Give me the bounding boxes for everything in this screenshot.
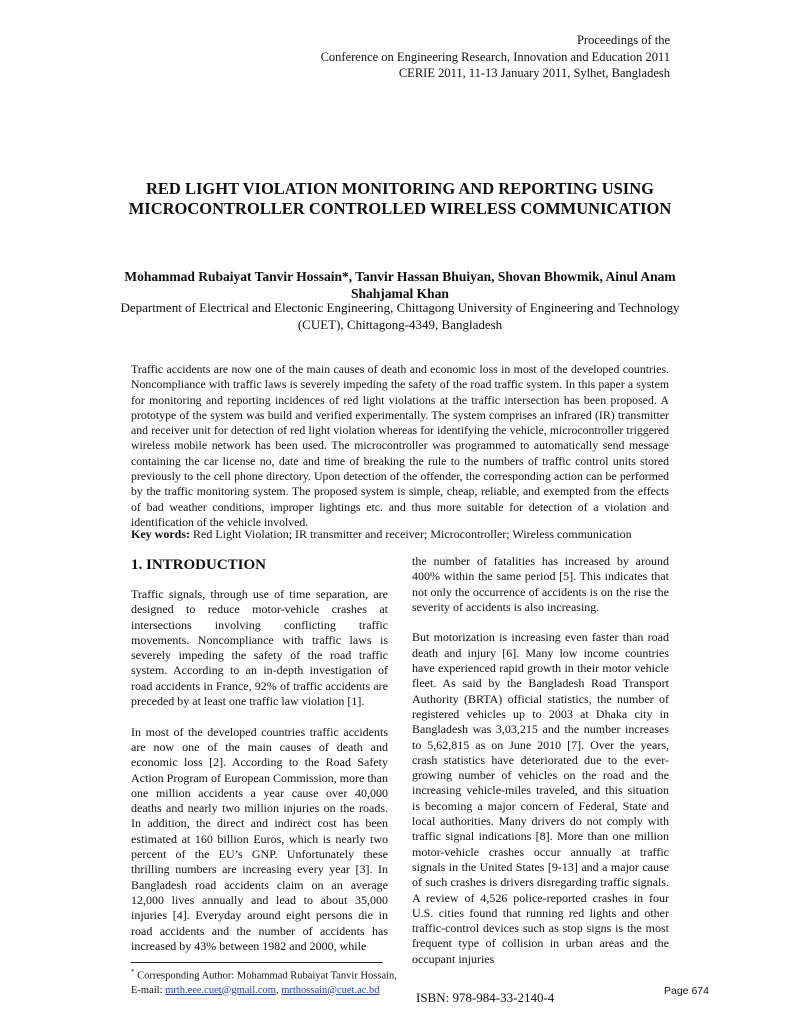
- keywords-text: Red Light Violation; IR transmitter and receiver; Microcontroller; Wireless communication: [190, 527, 632, 541]
- paragraph: But motorization is increasing even faster than road death and injury [6]. Many low income countries have experienced rapid growth in their motor vehicle fleet. As said by the Bangladesh Road Transport Authority (BRTA) official statistics, the number of registered vehicles up to 2003 at Dhaka city in Bangladesh was 3,03,215 and the number increases to 5,62,815 as on June 2010 [7]. Over the years, crash statistics have deteriorated due to the ever-growing number of vehicles on the road and the increasing vehicle-miles traveled, and this situation is becoming a major concern of Federal, State and local authorities. Many drivers do not comply with traffic signal indications [8]. More than one million motor-vehicle crashes occur annually at traffic signals in the United States [9-13] and a major cause of such crashes is drivers disregarding traffic signals. A review of 4,526 police-reported crashes in four U.S. cities found that running red lights and other traffic-control devices such as stop signs is the most frequent type of collision in urban areas and the occupant injuries: [412, 630, 669, 966]
- footnote-divider: [131, 962, 383, 963]
- email-label: E-mail:: [131, 984, 166, 996]
- right-column: [412, 554, 669, 982]
- paragraph: Traffic signals, through use of time separation, are designed to reduce motor-vehicle crashes at intersections involving conflicting traffic movements. Noncompliance with traffic laws is severely impeding the safety of the road traffic system. According to an in-depth investigation of road accidents in France, 92% of traffic accidents are preceded by at least one traffic law violation [1].: [131, 587, 388, 709]
- header-line-2: Conference on Engineering Research, Innovation and Education 2011: [320, 49, 670, 64]
- abstract: Traffic accidents are now one of the main causes of death and economic loss in most of the developed countries. Noncompliance with traffic laws is severely impeding the safety of the road traffic system. In this paper a system for monitoring and reporting incidences of red light violations at the traffic intersection has been proposed. A prototype of the system was build and verified experimentally. The system comprises an infrared (IR) transmitter and receiver unit for detection of red light violation whereas for identifying the vehicle, microcontroller triggered wireless mobile network has been used. The microcontroller was programmed to automatically send message containing the car license no, date and time of breaking the rule to the numbers of traffic control units stored previously to the cell phone directory. Upon detection of the offender, the corresponding action can be performed by the traffic monitoring system. The proposed system is simple, cheap, reliable, and exempted from the effects of bad weather conditions, improper lightings etc. and thus more suitable for detection of a violation and identification of the vehicle involved.: [131, 362, 669, 529]
- section-heading: 1. INTRODUCTION: [131, 557, 267, 573]
- affiliation: Department of Electrical and Electonic Engineering, Chittagong University of Engineering and Technology (CUET), Chittagong-4349, Bangladesh: [120, 300, 680, 332]
- paper-title: RED LIGHT VIOLATION MONITORING AND REPORTING USING MICROCONTROLLER CONTROLLED WIRELESS COMMUNICATION: [128, 179, 672, 218]
- proceedings-header: [321, 32, 670, 82]
- keywords-label: Key words:: [131, 527, 190, 541]
- email-separator: ,: [275, 984, 282, 996]
- email-link-2[interactable]: mrthossain@cuet.ac.bd: [281, 984, 380, 996]
- left-column: [131, 556, 388, 969]
- email-link-1[interactable]: mrth.eee.cuet@gmail.com: [165, 984, 276, 996]
- paragraph: the number of fatalities has increased by around 400% within the same period [5]. This indicates that not only the occurrence of accidents is on the rise the severity of accidents is also increasing.: [412, 554, 669, 614]
- page-number: Page 674: [664, 985, 709, 997]
- footnote-author-line: [131, 965, 531, 984]
- keywords: [131, 527, 669, 542]
- isbn: ISBN: 978-984-33-2140-4: [416, 990, 555, 1005]
- footnote-author: Corresponding Author: Mohammad Rubaiyat Tanvir Hossain,: [134, 970, 397, 982]
- header-line-1: Proceedings of the: [576, 33, 670, 47]
- footnote-marker: *: [131, 968, 135, 976]
- authors: Mohammad Rubaiyat Tanvir Hossain*, Tanvir Hassan Bhuiyan, Shovan Bhowmik, Ainul Anam Shahjamal Khan: [124, 269, 676, 301]
- paragraph: In most of the developed countries traffic accidents are now one of the main causes of death and economic loss [2]. According to the Road Safety Action Program of European Commission, more than one million accidents a year cause over 40,000 deaths and nearly two million injuries on the roads. In addition, the direct and indirect cost has been estimated at 160 billion Euros, which is nearly two percent of the EU’s GNP. Unfortunately these thrilling numbers are increasing every year [3]. In Bangladesh road accidents claim on an average 12,000 lives annually and lead to about 35,000 injuries [4]. Everyday around eight persons die in road accidents and the number of accidents has increased by 43% between 1982 and 2000, while: [131, 724, 388, 953]
- header-line-3: CERIE 2011, 11-13 January 2011, Sylhet, Bangladesh: [398, 66, 670, 80]
